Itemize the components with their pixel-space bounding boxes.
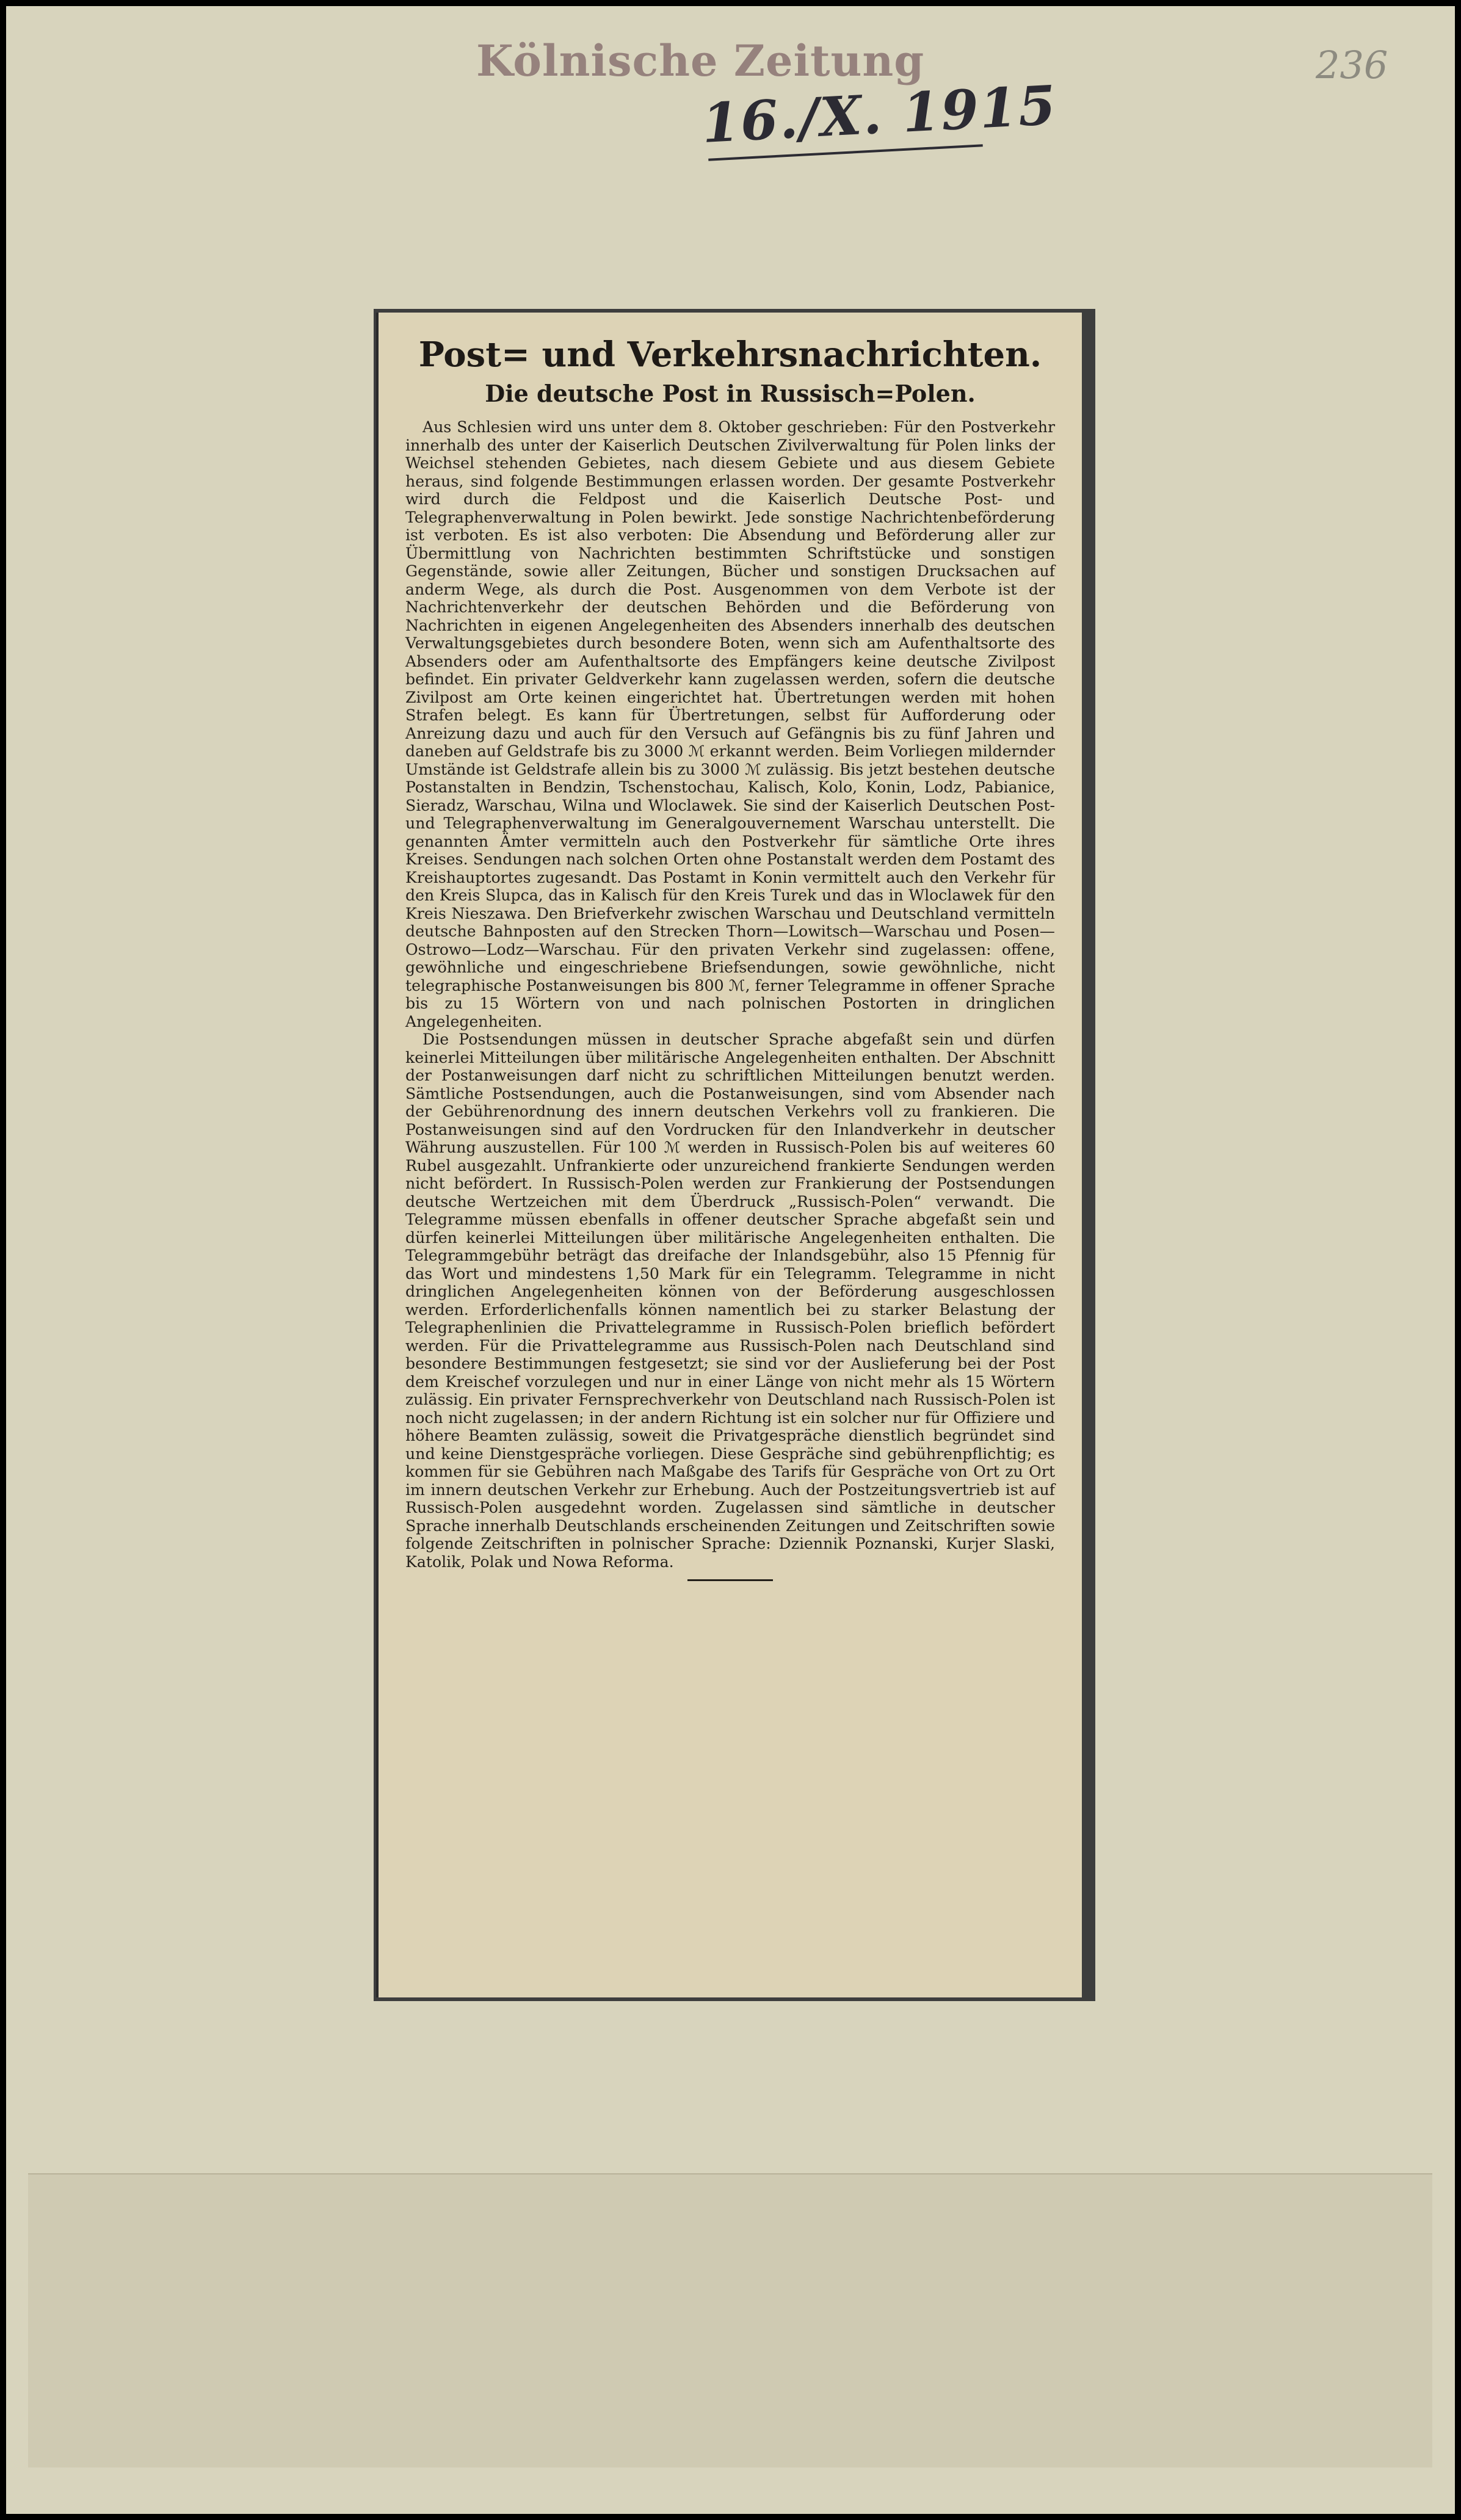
handwritten-date: 16./X. 1915 [700, 73, 1059, 155]
page-number: 236 [1316, 43, 1388, 87]
sheet-fold [28, 2173, 1432, 2468]
article-headline: Post= und Verkehrsnachrichten. [418, 335, 1042, 375]
article-subheadline: Die deutsche Post in Russisch=Polen. [485, 380, 976, 407]
end-rule [687, 1579, 773, 1581]
newspaper-stamp: Kölnische Zeitung [476, 35, 925, 86]
article-paragraph: Die Postsendungen müssen in deutscher Sprache abgefaßt sein und dürfen keinerlei Mitteilungen über militärische Angelegenheiten enthalten. Der Abschnitt der Postanweisungen darf nicht zu schriftlichen Mitteilungen benutzt werden. Sämtliche Postsendungen, auch die Postanweisungen, sind vom Absender nach der Gebührenordnung des innern deutschen Verkehrs voll zu frankieren. Die Postanweisungen sind auf den Vordrucken für den Inlandverkehr in deutscher Währung auszustellen. Für 100 ℳ werden in Russisch-Polen bis auf weiteres 60 Rubel ausgezahlt. Unfrankierte oder unzureichend frankierte Sendungen werden nicht befördert. In Russisch-Polen werden zur Frankierung der Postsendungen deutsche Wertzeichen mit dem Überdruck „Russisch-Polen“ verwandt. Die Telegramme müssen ebenfalls in offener deutscher Sprache abgefaßt sein und dürfen keinerlei Mitteilungen über militärische Angelegenheiten enthalten. Die Telegrammgebühr beträgt das dreifache der Inlandsgebühr, also 15 Pfennig für das Wort und mindestens 1,50 Mark für ein Telegramm. Telegramme in nicht dringlichen Angelegenheiten können von der Beförderung ausgeschlossen werden. Erforderlichenfalls können namentlich bei zu starker Belastung der Telegraphenlinien die Privattelegramme in Russisch-Polen brieflich befördert werden. Für die Privattelegramme aus Russisch-Polen nach Deutschland sind besondere Bestimmungen festgesetzt; sie sind vor der Auslieferung bei der Post dem Kreischef vorzulegen und nur in einer Länge von nicht mehr als 15 Wörtern zulässig. Ein privater Fernsprechverkehr von Deutschland nach Russisch-Polen ist noch nicht zugelassen; in der andern Richtung ist ein solcher nur für Offiziere und höhere Beamten zulässig, soweit die Privatgespräche dienstlich begründet sind und keine Dienstgespräche vorliegen. Diese Gespräche sind gebührenpflichtig; es kommen für sie Gebühren nach Maßgabe des Tarifs für Gespräche von Ort zu Ort im innern deutschen Verkehr zur Erhebung. Auch der Postzeitungsvertrieb ist auf Russisch-Polen ausgedehnt worden. Zugelassen sind sämtliche in deutscher Sprache innerhalb Deutschlands erscheinenden Zeitungen und Zeitschriften sowie folgende Zeitschriften in polnischer Sprache: Dziennik Poznanski, Kurjer Slaski, Katolik, Polak und Nowa Reforma. [405, 1030, 1055, 1571]
newspaper-clipping [379, 313, 1082, 1997]
article-paragraph: Aus Schlesien wird uns unter dem 8. Oktober geschrieben: Für den Postverkehr innerhalb des unter der Kaiserlich Deutschen Zivilverwaltung für Polen links der Weichsel stehenden Gebietes, nach diesem Gebiete und aus diesem Gebiete heraus, sind folgende Bestimmungen erlassen worden. Der gesamte Postverkehr wird durch die Feldpost und die Kaiserlich Deutsche Post- und Telegraphenverwaltung in Polen bewirkt. Jede sonstige Nachrichtenbeförderung ist verboten. Es ist also verboten: Die Absendung und Beförderung aller zur Übermittlung von Nachrichten bestimmten Schriftstücke und sonstigen Gegenstände, sowie aller Zeitungen, Bücher und sonstigen Drucksachen auf anderm Wege, als durch die Post. Ausgenommen von dem Verbote ist der Nachrichtenverkehr der deutschen Behörden und die Beförderung von Nachrichten in eigenen Angelegenheiten des Absenders innerhalb des deutschen Verwaltungsgebietes durch besondere Boten, wenn sich am Aufenthaltsorte des Absenders oder am Aufenthaltsorte des Empfängers keine deutsche Zivilpost befindet. Ein privater Geldverkehr kann zugelassen werden, sofern die deutsche Zivilpost am Orte keinen eingerichtet hat. Übertretungen werden mit hohen Strafen belegt. Es kann für Übertretungen, selbst für Aufforderung oder Anreizung dazu und auch für den Versuch auf Gefängnis bis zu fünf Jahren und daneben auf Geldstrafe bis zu 3000 ℳ erkannt werden. Beim Vorliegen mildernder Umstände ist Geldstrafe allein bis zu 3000 ℳ zulässig. Bis jetzt bestehen deutsche Postanstalten in Bendzin, Tschenstochau, Kalisch, Kolo, Konin, Lodz, Pabianice, Sieradz, Warschau, Wilna und Wloclawek. Sie sind der Kaiserlich Deutschen Post- und Telegraphenverwaltung im Generalgouvernement Warschau unterstellt. Die genannten Ämter vermitteln auch den Postverkehr für sämtliche Orte ihres Kreises. Sendungen nach solchen Orten ohne Postanstalt werden dem Postamt des Kreishauptortes zugesandt. Das Postamt in Konin vermittelt auch den Verkehr für den Kreis Slupca, das in Kalisch für den Kreis Turek und das in Wloclawek für den Kreis Nieszawa. Den Briefverkehr zwischen Warschau und Deutschland vermitteln deutsche Bahnposten auf den Strecken Thorn—Lowitsch—Warschau und Posen—Ostrowo—Lodz—Warschau. Für den privaten Verkehr sind zugelassen: offene, gewöhnliche und eingeschriebene Briefsendungen, sowie gewöhnliche, nicht telegraphische Postanweisungen bis 800 ℳ, ferner Telegramme in offener Sprache bis zu 15 Wörtern von und nach polnischen Postorten in dringlichen Angelegenheiten. [405, 418, 1055, 1030]
